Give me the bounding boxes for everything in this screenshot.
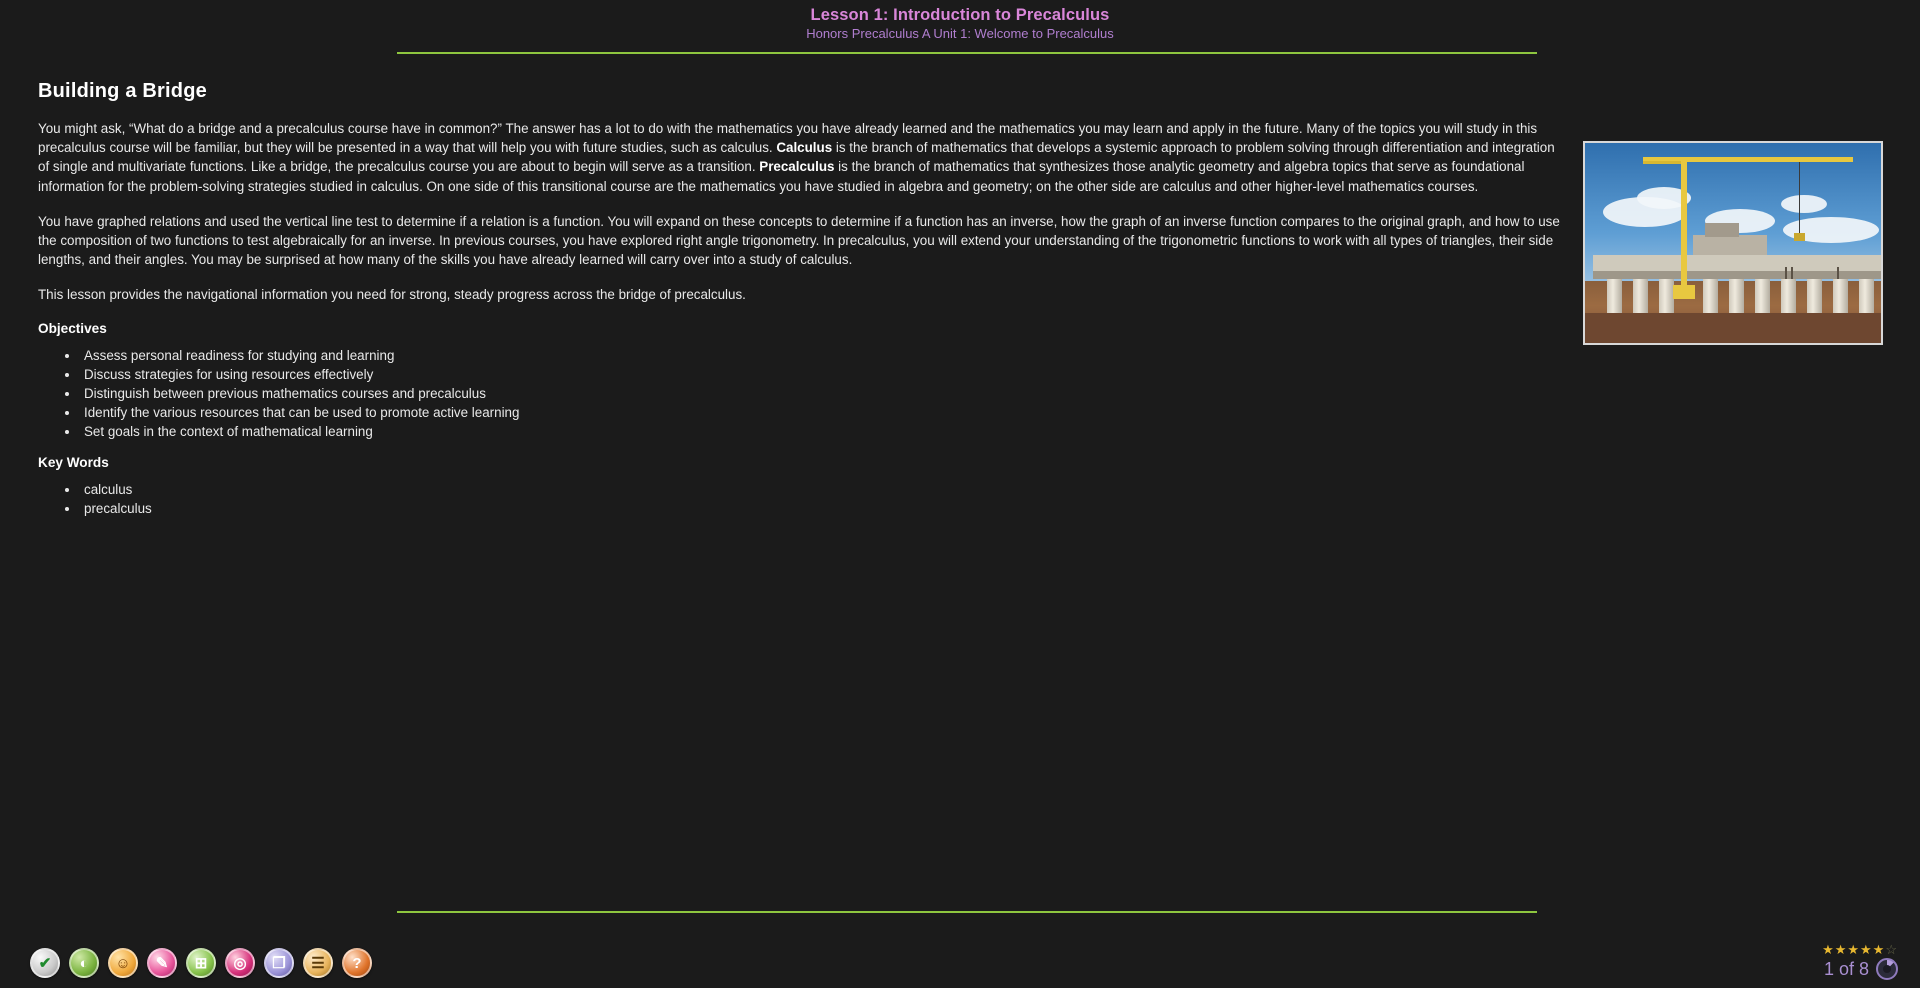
crane-base-shape — [1673, 285, 1695, 299]
paragraph-1-text-a: You might ask, “What do a bridge and a precalculus course have in common?” The answer has a lot to do with the mathematics you have already learned and the mathematics you may learn and apply in the future. Many of the topics you will study in this precalculus course will be familiar, but they will be presented in a way that will help you with future studies, such as calculus. — [38, 121, 1538, 156]
pillar-shape — [1833, 279, 1848, 313]
rating-stars-filled: ★★★★★ — [1822, 942, 1886, 957]
paragraph-1-text-b: is the branch of mathematics that develops a systemic approach to problem solving through differentiation and integration of single and multivariate functions. Like a bridge, the precalculus course you are about to begin will serve as a transition. — [38, 140, 1555, 175]
pillar-shape — [1807, 279, 1822, 313]
pillar-shape — [1729, 279, 1744, 313]
paragraph-2: You have graphed relations and used the vertical line test to determine if a relation is a function. You will expand on these concepts to determine if a function has an inverse, how the graph of an inverse function compares to the original graph, and how to use the composition of two functions to test algebraically for an inverse. In previous courses, you have explored right angle trigonometry. In precalculus, you will extend your understanding of the trigonometric functions to work with all types of triangles, their side lengths, and their angles. You may be surprised at how many of the skills you have already learned will carry over into a study of calculus. — [38, 213, 1560, 268]
section-title: Building a Bridge — [38, 80, 207, 102]
list-item: • Set goals in the context of mathematical learning — [80, 422, 1568, 441]
crane-hook-shape — [1794, 233, 1805, 241]
keywords-list — [38, 480, 1568, 518]
rebar-shape — [1785, 267, 1787, 279]
pencil-icon[interactable] — [147, 948, 177, 978]
paragraph-1-text-c: is the branch of mathematics that synthesizes those analytic geometry and algebra topics that serve as foundational information for the problem-solving strategies studied in calculus. On one side of this transitional course are the mathematics you have studied in algebra and geometry; on the other side are calculus and other higher-level mathematics courses. — [38, 159, 1525, 194]
pillar-shape — [1703, 279, 1718, 313]
pager-row — [1822, 958, 1898, 980]
page-counter: 1 of 8 — [1823, 959, 1869, 979]
building-top-shape — [1705, 223, 1739, 237]
pillar-shape — [1659, 279, 1674, 313]
header-divider — [397, 52, 1537, 54]
book-icon[interactable] — [303, 948, 333, 978]
objectives-list — [38, 346, 1568, 441]
pillar-shape — [1607, 279, 1622, 313]
book-glyph: ☰ — [311, 954, 325, 972]
list-item: • Distinguish between previous mathematics courses and precalculus — [80, 384, 1568, 403]
window-glyph: ❐ — [272, 954, 286, 972]
globe-glyph: ◐ — [79, 954, 89, 972]
dirt-shape — [1585, 313, 1881, 343]
lesson-content — [38, 80, 1568, 528]
pillar-shape — [1859, 279, 1874, 313]
rebar-shape — [1791, 267, 1793, 279]
target-icon[interactable] — [225, 948, 255, 978]
footer-divider — [397, 911, 1537, 913]
crane-cable-shape — [1799, 162, 1800, 236]
list-item: • Assess personal readiness for studying and learning — [80, 346, 1568, 365]
list-item: • Identify the various resources that can be used to promote active learning — [80, 403, 1568, 422]
objectives-title: Objectives — [38, 320, 107, 336]
paragraph-3: This lesson provides the navigational information you need for strong, steady progress across the bridge of precalculus. — [38, 287, 746, 303]
smiley-face-icon[interactable] — [108, 948, 138, 978]
calculator-grid-icon[interactable] — [186, 948, 216, 978]
pillar-shape — [1781, 279, 1796, 313]
grid-glyph: ⊞ — [194, 954, 208, 972]
term-calculus: Calculus — [776, 140, 833, 156]
progress-dial-icon[interactable] — [1876, 958, 1898, 980]
pillar-shape — [1755, 279, 1770, 313]
rating-stars[interactable] — [1822, 943, 1898, 957]
pencil-glyph: ✎ — [155, 954, 169, 972]
keywords-title: Key Words — [38, 454, 109, 470]
pillar-shape — [1633, 279, 1648, 313]
page-header — [0, 0, 1920, 56]
term-precalculus: Precalculus — [759, 159, 835, 175]
bottom-toolbar — [30, 948, 372, 978]
window-icon[interactable] — [264, 948, 294, 978]
help-glyph: ? — [352, 954, 362, 972]
cloud-shape — [1781, 195, 1827, 213]
list-item: • precalculus — [80, 499, 1568, 518]
smiley-glyph: ☺ — [115, 954, 131, 972]
rebar-shape — [1837, 267, 1839, 279]
list-item: • Discuss strategies for using resources effectively — [80, 365, 1568, 384]
checkmark-icon[interactable] — [30, 948, 60, 978]
construction-site-photo — [1583, 141, 1883, 345]
paragraph-1 — [38, 119, 1558, 196]
crane-mast-shape — [1681, 157, 1687, 285]
page-progress — [1822, 943, 1898, 980]
breadcrumb: Honors Precalculus A Unit 1: Welcome to Precalculus — [806, 26, 1114, 41]
checkmark-glyph: ✔ — [38, 954, 52, 972]
globe-icon[interactable] — [69, 948, 99, 978]
rating-star-empty: ☆ — [1885, 942, 1898, 957]
page-title: Lesson 1: Introduction to Precalculus — [810, 6, 1110, 24]
list-item: • calculus — [80, 480, 1568, 499]
target-glyph: ◎ — [233, 954, 247, 972]
help-question-icon[interactable] — [342, 948, 372, 978]
